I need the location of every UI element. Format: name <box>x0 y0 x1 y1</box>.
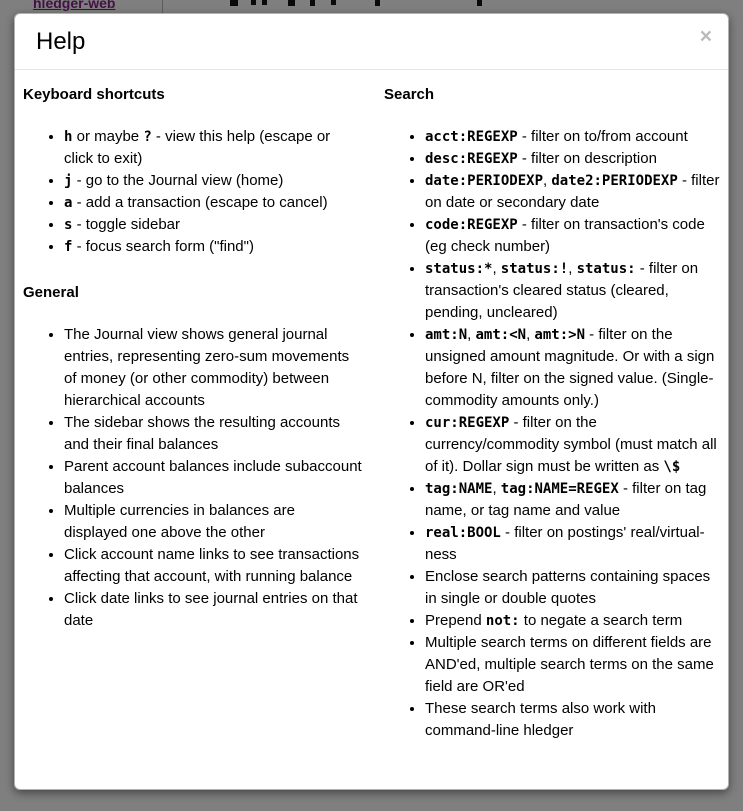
code-term: real:BOOL <box>425 525 501 541</box>
section-heading: Search <box>384 86 435 103</box>
code-term: amt:N <box>425 327 468 343</box>
code-term: ? <box>143 129 152 145</box>
code-term: cur:REGEXP <box>425 415 510 431</box>
code-term: amt:<N <box>475 327 527 343</box>
code-term: a <box>64 195 73 211</box>
code-term: tag:NAME=REGEX <box>500 481 619 497</box>
code-term: j <box>64 173 73 189</box>
code-term: amt:>N <box>534 327 585 343</box>
code-term: desc:REGEXP <box>425 151 518 167</box>
code-term: code:REGEXP <box>425 217 518 233</box>
code-term: acct:REGEXP <box>425 129 518 145</box>
help-list-item: • cur:REGEXP - filter on the currency/commodity symbol (must match all of it). Dollar sign must be written as \$ <box>425 412 720 478</box>
help-modal <box>14 13 729 790</box>
help-list-item: • Click date links to see journal entries on that date <box>64 588 362 632</box>
help-list-item: • Multiple search terms on different fields are AND'ed, multiple search terms on the same field are OR'ed <box>425 632 720 698</box>
help-list-item: • Multiple currencies in balances are displayed one above the other <box>64 500 362 544</box>
help-list-item: • j - go to the Journal view (home) <box>64 170 362 192</box>
help-list-item: • The Journal view shows general journal entries, representing zero-sum movements of money (or other commodity) between hierarchical accounts <box>64 324 362 412</box>
code-term: s <box>64 217 73 233</box>
code-term: f <box>64 239 73 255</box>
code-term: h <box>64 129 73 145</box>
modal-title: Help <box>36 27 86 55</box>
code-term: date:PERIODEXP <box>425 173 544 189</box>
section-heading: Keyboard shortcuts <box>23 86 165 103</box>
help-list-item: • Prepend not: to negate a search term <box>425 610 720 632</box>
help-list-item: • Click account name links to see transactions affecting that account, with running balance <box>64 544 362 588</box>
help-list-item: • amt:N, amt:<N, amt:>N - filter on the unsigned amount magnitude. Or with a sign before N, filter on the signed value. (Single-commodity amounts only.) <box>425 324 720 412</box>
code-term: status:* <box>425 261 493 277</box>
help-list-item: • real:BOOL - filter on postings' real/virtual-ness <box>425 522 720 566</box>
help-list-item: • acct:REGEXP - filter on to/from account <box>425 126 720 148</box>
help-list-item: • The sidebar shows the resulting accounts and their final balances <box>64 412 362 456</box>
help-list-item: • s - toggle sidebar <box>64 214 362 236</box>
section-heading: General <box>23 284 79 301</box>
code-term: status:! <box>500 261 569 277</box>
help-list <box>23 126 362 258</box>
help-column-right <box>384 86 720 742</box>
help-list-item: • date:PERIODEXP, date2:PERIODEXP - filter on date or secondary date <box>425 170 720 214</box>
help-list-item: • These search terms also work with command-line hledger <box>425 698 720 742</box>
code-term: not: <box>485 613 520 629</box>
close-icon[interactable]: × <box>696 22 716 51</box>
help-list <box>23 324 362 632</box>
help-list-item: • Enclose search patterns containing spaces in single or double quotes <box>425 566 720 610</box>
help-list-item: • a - add a transaction (escape to cancel) <box>64 192 362 214</box>
help-list-item: • code:REGEXP - filter on transaction's code (eg check number) <box>425 214 720 258</box>
help-list-item: • tag:NAME, tag:NAME=REGEX - filter on tag name, or tag name and value <box>425 478 720 522</box>
help-list-item: • Parent account balances include subaccount balances <box>64 456 362 500</box>
help-list <box>384 126 720 742</box>
help-list-item: • f - focus search form ("find") <box>64 236 362 258</box>
help-column-left <box>23 86 362 742</box>
help-list-item: • status:*, status:!, status: - filter on transaction's cleared status (cleared, pending, uncleared) <box>425 258 720 324</box>
code-term: date2:PERIODEXP <box>551 173 678 189</box>
help-list-item: • h or maybe ? - view this help (escape or click to exit) <box>64 126 362 170</box>
modal-header <box>15 14 728 70</box>
modal-body <box>15 70 728 742</box>
code-term: status: <box>576 261 636 277</box>
code-term: tag:NAME <box>425 481 493 497</box>
help-list-item: • desc:REGEXP - filter on description <box>425 148 720 170</box>
code-term: \$ <box>663 459 681 475</box>
